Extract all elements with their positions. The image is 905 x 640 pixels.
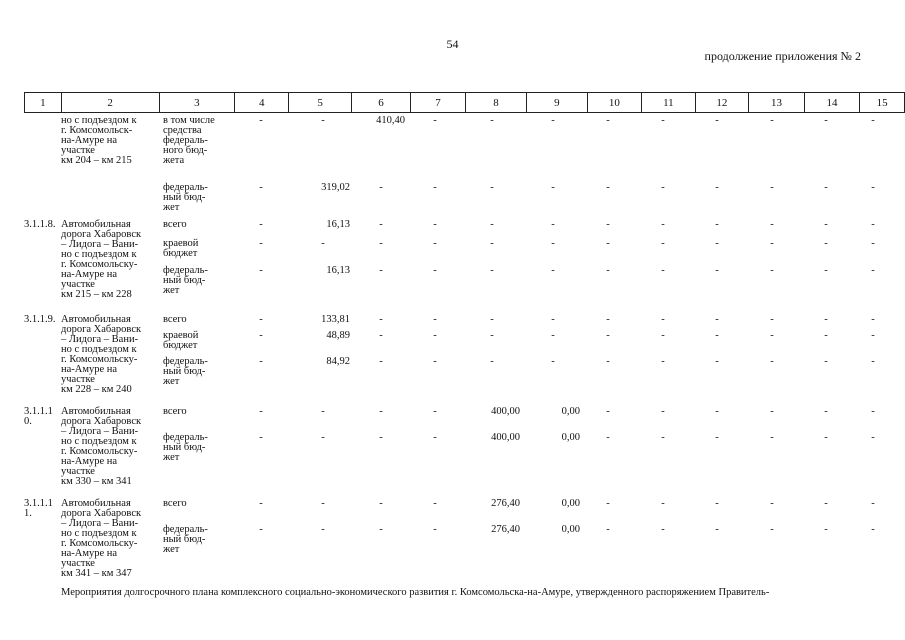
table-cell: - [433,498,437,509]
funding-source: федераль- ный бюд- жет [163,432,208,463]
table-cell: - [661,524,665,535]
table-cell: - [379,498,383,509]
section-code: 3.1.1.1 0. [24,406,53,427]
column-header: 6 [351,93,410,113]
table-cell: - [259,182,263,193]
column-header-row [24,92,905,113]
table-cell: - [661,182,665,193]
funding-source: всего [163,498,187,509]
table-cell: - [433,182,437,193]
table-cell: - [606,238,610,249]
section-code: 3.1.1.8. [24,219,56,230]
column-header: 13 [749,93,805,113]
funding-source: федераль- ный бюд- жет [163,356,208,387]
table-cell: - [551,182,555,193]
table-cell: - [824,524,828,535]
table-cell: 0,00 [561,524,580,535]
funding-source: всего [163,406,187,417]
column-header: 7 [411,93,465,113]
table-cell: - [824,219,828,230]
column-header: 15 [860,93,905,113]
table-cell: - [770,219,774,230]
table-cell: - [551,314,555,325]
table-cell: - [824,314,828,325]
column-header: 2 [61,93,159,113]
table-cell: - [606,524,610,535]
table-cell: - [606,314,610,325]
table-cell: - [715,238,719,249]
column-header: 9 [527,93,587,113]
table-cell: - [871,432,875,443]
table-cell: - [871,115,875,126]
section-name: Автомобильная дорога Хабаровск – Лидога – Вани- но с подъездом к г. Комсомольску- на-Амуре на участке км 330 – км 341 [61,406,142,487]
table-cell: - [433,219,437,230]
funding-source: всего [163,314,187,325]
table-cell: 16,13 [326,219,350,230]
table-cell: - [824,330,828,341]
table-cell: - [770,432,774,443]
table-cell: - [824,115,828,126]
table-cell: - [433,406,437,417]
table-cell: - [606,356,610,367]
table-cell: - [433,265,437,276]
table-cell: - [551,219,555,230]
table-cell: 48,89 [326,330,350,341]
table-cell: - [490,219,494,230]
column-header: 14 [804,93,860,113]
table-cell: - [871,182,875,193]
table-cell: - [490,314,494,325]
table-cell: - [871,314,875,325]
table-cell: - [259,115,263,126]
page-number: 54 [446,37,459,51]
table-cell: 319,02 [321,182,350,193]
table-cell: - [259,238,263,249]
table-cell: - [606,219,610,230]
table-cell: - [606,330,610,341]
funding-source: федераль- ный бюд- жет [163,182,208,213]
table-cell: - [715,219,719,230]
table-cell: - [551,238,555,249]
table-cell: - [661,238,665,249]
table-cell: 276,40 [491,498,520,509]
table-cell: - [379,356,383,367]
table-cell: - [715,432,719,443]
table-cell: - [321,498,325,509]
column-header: 12 [695,93,749,113]
table-cell: - [661,115,665,126]
table-cell: - [715,330,719,341]
table-cell: - [871,265,875,276]
table-cell: - [770,265,774,276]
table-cell: - [824,498,828,509]
table-cell: - [490,265,494,276]
table-cell: - [433,524,437,535]
table-cell: - [770,498,774,509]
table-cell: - [715,314,719,325]
section-code: 3.1.1.9. [24,314,56,325]
table-cell: - [321,432,325,443]
table-cell: - [433,115,437,126]
table-cell: - [379,182,383,193]
table-cell: - [551,115,555,126]
table-cell: 410,40 [376,115,405,126]
table-cell: - [259,524,263,535]
table-cell: - [379,265,383,276]
column-header: 8 [465,93,526,113]
table-cell: - [770,406,774,417]
table-cell: 16,13 [326,265,350,276]
table-cell: - [871,406,875,417]
table-cell: 400,00 [491,432,520,443]
table-cell: 276,40 [491,524,520,535]
table-cell: - [321,238,325,249]
funding-source: всего [163,219,187,230]
table-cell: 0,00 [561,498,580,509]
column-header: 5 [289,93,351,113]
table-cell: - [606,432,610,443]
table-cell: - [770,115,774,126]
table-cell: - [661,219,665,230]
table-cell: - [606,406,610,417]
table-cell: - [433,432,437,443]
table-cell: 133,81 [321,314,350,325]
table-cell: - [321,524,325,535]
column-header: 1 [25,93,62,113]
table-cell: - [824,406,828,417]
table-cell: - [770,524,774,535]
table-cell: - [661,314,665,325]
table-cell: - [490,182,494,193]
table-cell: - [379,238,383,249]
table-cell: - [379,406,383,417]
table-cell: 400,00 [491,406,520,417]
table-cell: - [379,524,383,535]
table-cell: - [379,330,383,341]
table-cell: - [661,265,665,276]
table-cell: - [433,330,437,341]
table-cell: - [661,498,665,509]
table-cell: - [715,265,719,276]
funding-source: федераль- ный бюд- жет [163,524,208,555]
table-cell: - [770,330,774,341]
table-cell: - [259,265,263,276]
table-cell: - [321,115,325,126]
column-header: 11 [642,93,696,113]
table-cell: - [770,356,774,367]
table-cell: - [259,406,263,417]
column-header: 4 [234,93,288,113]
table-cell: - [871,330,875,341]
section-name: но с подъездом к г. Комсомольск- на-Амуре на участке км 204 – км 215 [61,115,137,166]
table-cell: - [259,330,263,341]
footer-text: Мероприятия долгосрочного плана комплексного социально-экономического развития г. Комсомольска-на-Амуре, утвержденного распоряжением Правитель- [61,587,770,598]
table-cell: - [259,314,263,325]
table-cell: 0,00 [561,406,580,417]
table-cell: - [715,115,719,126]
table-cell: - [259,498,263,509]
table-cell: - [606,115,610,126]
table-cell: - [715,406,719,417]
table-cell: - [433,238,437,249]
table-cell: - [433,356,437,367]
table-cell: - [379,314,383,325]
column-header: 10 [587,93,642,113]
table-cell: - [490,330,494,341]
table-cell: - [871,498,875,509]
table-cell: - [259,432,263,443]
table-cell: - [606,182,610,193]
funding-source: краевой бюджет [163,330,199,351]
table-cell: - [824,182,828,193]
column-header: 3 [159,93,234,113]
table-cell: - [715,498,719,509]
funding-source: федераль- ный бюд- жет [163,265,208,296]
section-name: Автомобильная дорога Хабаровск – Лидога – Вани- но с подъездом к г. Комсомольску- на-Амуре на участке км 215 – км 228 [61,219,142,300]
section-name: Автомобильная дорога Хабаровск – Лидога – Вани- но с подъездом к г. Комсомольску- на-Амуре на участке км 228 – км 240 [61,314,142,395]
section-name: Автомобильная дорога Хабаровск – Лидога – Вани- но с подъездом к г. Комсомольску- на-Амуре на участке км 341 – км 347 [61,498,142,579]
table-cell: - [871,238,875,249]
table-cell: - [824,238,828,249]
table-cell: - [551,356,555,367]
table-cell: - [490,356,494,367]
funding-source: краевой бюджет [163,238,199,259]
table-cell: - [379,219,383,230]
appendix-note: продолжение приложения № 2 [704,49,861,63]
table-cell: - [606,498,610,509]
table-cell: - [606,265,610,276]
table-cell: - [824,432,828,443]
table-cell: - [490,115,494,126]
table-cell: - [770,314,774,325]
table-cell: - [259,219,263,230]
table-cell: - [715,524,719,535]
table-cell: - [715,182,719,193]
table-cell: - [871,356,875,367]
table-cell: - [433,314,437,325]
table-cell: 84,92 [326,356,350,367]
table-cell: - [770,182,774,193]
table-cell: - [770,238,774,249]
table-cell: 0,00 [561,432,580,443]
table-cell: - [661,432,665,443]
table-cell: - [871,524,875,535]
table-cell: - [824,265,828,276]
table-cell: - [824,356,828,367]
table-cell: - [661,330,665,341]
table-cell: - [551,265,555,276]
table-cell: - [321,406,325,417]
funding-source: в том числе средства федераль- ного бюд- жета [163,115,215,166]
table-cell: - [379,432,383,443]
table-cell: - [490,238,494,249]
section-code: 3.1.1.1 1. [24,498,53,519]
table-cell: - [661,406,665,417]
table-cell: - [551,330,555,341]
table-cell: - [871,219,875,230]
table-cell: - [661,356,665,367]
table-cell: - [259,356,263,367]
table-cell: - [715,356,719,367]
